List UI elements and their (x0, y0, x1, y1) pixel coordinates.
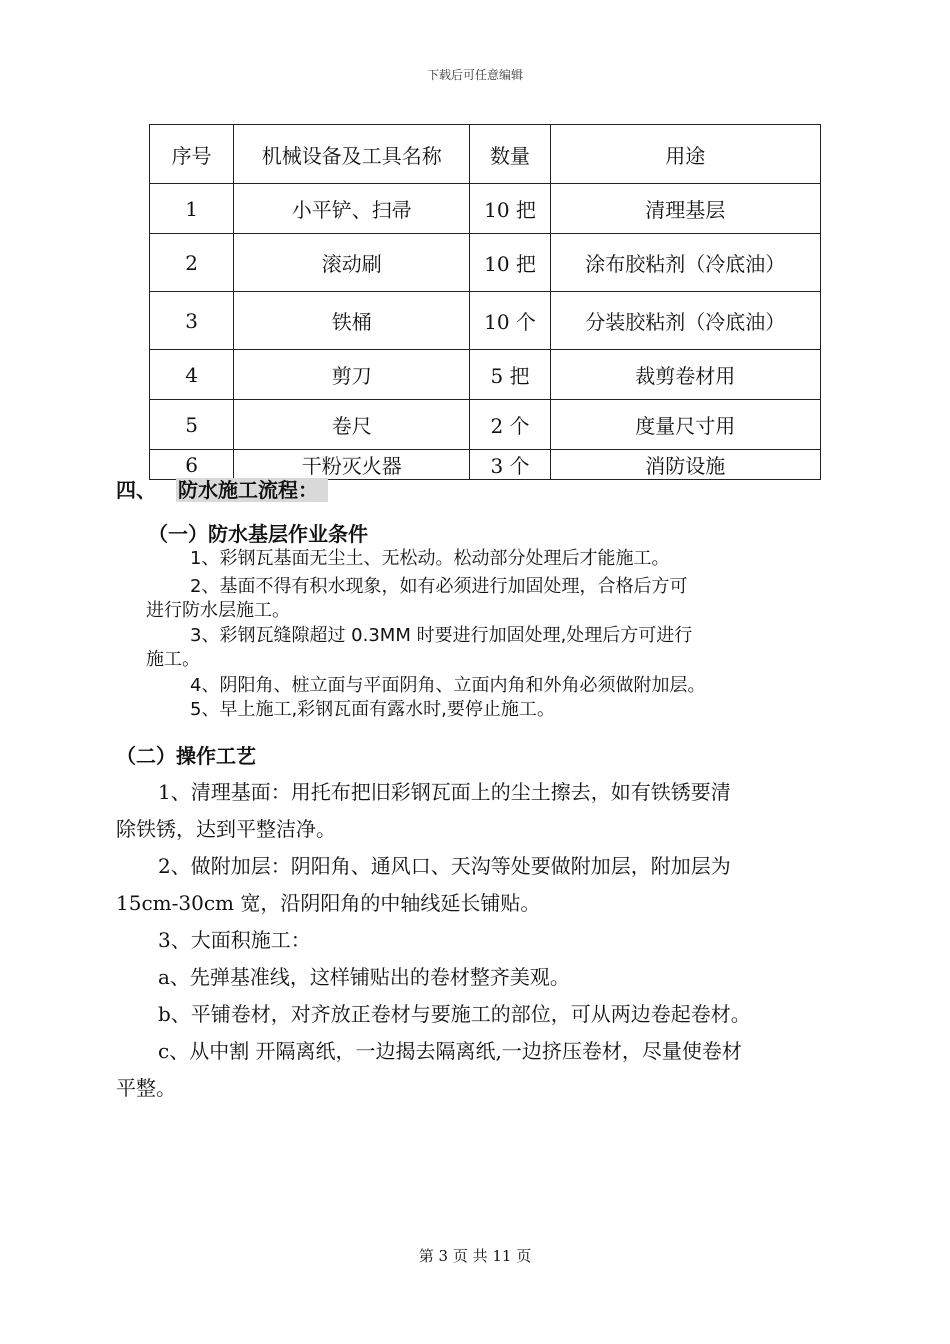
table-cell: 小平铲、扫帚 (234, 184, 470, 234)
condition-line: 施工。 (146, 649, 200, 670)
table-cell: 10 把 (470, 234, 550, 292)
table-cell: 涂布胶粘剂（冷底油） (550, 234, 820, 292)
section-title: 防水施工流程： (176, 478, 328, 502)
process-line: 除铁锈，达到平整洁净。 (116, 817, 336, 841)
table-cell: 6 (150, 450, 234, 480)
process-line: a、先弹基准线，这样铺贴出的卷材整齐美观。 (158, 965, 570, 989)
condition-line: 4、阴阳角、桩立面与平面阴角、立面内角和外角必须做附加层。 (190, 675, 706, 696)
table-cell: 剪刀 (234, 350, 470, 400)
table-cell: 卷尺 (234, 400, 470, 450)
table-cell: 度量尺寸用 (550, 400, 820, 450)
table-cell: 5 (150, 400, 234, 450)
section-number: 四、 (116, 478, 156, 502)
condition-line: 2、基面不得有积水现象，如有必须进行加固处理，合格后方可 (190, 576, 688, 597)
table-cell: 4 (150, 350, 234, 400)
table-cell: 分装胶粘剂（冷底油） (550, 292, 820, 350)
table-cell: 干粉灭火器 (234, 450, 470, 480)
condition-line: 5、早上施工,彩钢瓦面有露水时,要停止施工。 (190, 699, 555, 720)
table-row (150, 292, 821, 350)
process-line: c、从中割 开隔离纸，一边揭去隔离纸,一边挤压卷材，尽量使卷材 (158, 1039, 742, 1063)
header-note: 下载后可任意编辑 (426, 68, 523, 82)
header-cell: 序号 (150, 125, 234, 184)
table-cell: 3 个 (470, 450, 550, 480)
table-header-row (150, 125, 821, 184)
table-cell: 2 (150, 234, 234, 292)
table-cell: 1 (150, 184, 234, 234)
table-cell: 铁桶 (234, 292, 470, 350)
tools-table (149, 124, 821, 480)
table-row (150, 400, 821, 450)
process-line: 1、清理基面：用托布把旧彩钢瓦面上的尘土擦去，如有铁锈要清 (158, 780, 731, 804)
process-line: b、平铺卷材，对齐放正卷材与要施工的部位，可从两边卷起卷材。 (158, 1002, 751, 1026)
condition-line: 1、彩钢瓦基面无尘土、无松动。松动部分处理后才能施工。 (190, 548, 670, 569)
subsection-2-title: （二）操作工艺 (116, 744, 256, 768)
page-footer: 第 3 页 共 11 页 (418, 1247, 532, 1265)
header-cell: 用途 (550, 125, 820, 184)
process-line: 2、做附加层：阴阳角、通风口、天沟等处要做附加层，附加层为 (158, 854, 731, 878)
section-heading (116, 474, 328, 503)
header-cell: 机械设备及工具名称 (234, 125, 470, 184)
subsection-1-title: （一）防水基层作业条件 (148, 522, 368, 546)
table-cell: 滚动刷 (234, 234, 470, 292)
table-cell: 裁剪卷材用 (550, 350, 820, 400)
process-line: 平整。 (116, 1076, 176, 1100)
condition-line: 进行防水层施工。 (146, 600, 290, 621)
table-cell: 10 个 (470, 292, 550, 350)
condition-line: 3、彩钢瓦缝隙超过 0.3MM 时要进行加固处理,处理后方可进行 (190, 625, 693, 646)
table-cell: 10 把 (470, 184, 550, 234)
table-cell: 3 (150, 292, 234, 350)
table-cell: 5 把 (470, 350, 550, 400)
process-line: 15cm-30cm 宽，沿阴阳角的中轴线延长铺贴。 (116, 891, 541, 915)
table-row (150, 234, 821, 292)
table-cell: 清理基层 (550, 184, 820, 234)
table-cell: 2 个 (470, 400, 550, 450)
process-line: 3、大面积施工： (158, 928, 311, 952)
table-row (150, 184, 821, 234)
table-cell: 消防设施 (550, 450, 820, 480)
header-cell: 数量 (470, 125, 550, 184)
table-row (150, 350, 821, 400)
